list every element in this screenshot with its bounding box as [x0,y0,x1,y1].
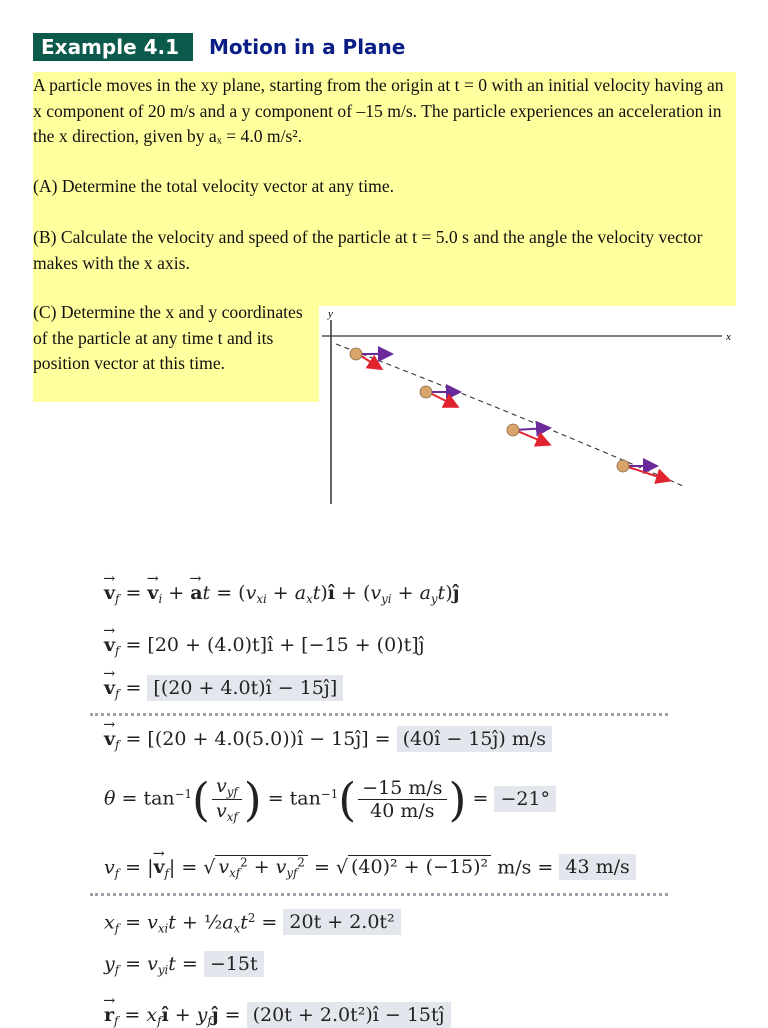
particle-4 [617,460,668,480]
equation-theta: $\theta = \tan^{-1}$( $\frac{v_{yf}}{v_{xf}}$ ) = $\tan^{-1}$( $\frac{-15 m/s}{40 m/s}$ ) = −21° [104,775,556,824]
equation-3: → $v_f = [(20$ + 4.0t)î − 15ĵ] [104,677,343,701]
equation-xf: $x_f = v_{xi}t$ + $\frac{1}{2}a_xt^2 = 20t + 2.0t^2$ [104,911,401,936]
equation-speed: $v_f$ = |→ $v_f|$ = √ $v_{xf}^2 + v_{yf}^2$ = √ (40)² + (−15)² m/s = 43 m/s [104,856,636,881]
example-title: Motion in a Plane [209,35,406,59]
particle-1 [350,348,390,368]
particle-3 [507,424,548,444]
eq2-mid: [20 + (4.0)t]î + [−15 + (0)t]ĵ [147,634,425,656]
equation-2: → $v_f = [20$ + (4.0)t]î + [−15 + (0)t]ĵ [104,634,425,658]
equation-1: → $v_f$ = → $v_i$ + → at = ($v_{xi}$ + $a_xt)î + (v_{yi}$ + $a_yt)ĵ$ [104,582,459,606]
rf-result-box: (20t + 2.0t²)î − 15tĵ [247,1002,451,1028]
part-a-text: (A) Determine the total velocity vector at any time. [33,176,395,196]
theta-numerator: −15 m/s [358,777,446,800]
trajectory-path [336,344,683,486]
x-axis-label: x [726,331,731,343]
equation-yf: $y_f = v_{yi}t = -15t$ [104,953,264,977]
theta-result-box: −21° [494,786,556,812]
y-axis-label: y [328,308,333,320]
eq4-result-box: (40î − 15ĵ) m/s [397,726,552,752]
speed-unit: m/s = [497,856,554,879]
example-label: Example 4.1 [33,33,193,61]
speed-result-box: 43 m/s [559,854,635,880]
example-header [33,33,405,61]
yf-result-box: −15t [204,951,264,977]
speed-radicand: (40)² + (−15)² [348,855,491,878]
trajectory-figure [318,304,738,510]
theta-denominator: 40 m/s [370,800,435,823]
equation-rf: → $r_f$ = $x_fî$ + $y_fĵ = (20t$ + 2.0t²)î − 15tĵ [104,1004,451,1028]
eq3-result-box: [(20 + 4.0t)î − 15ĵ] [147,675,343,701]
equation-4: → $v_f = [(20$ + 4.0(5.0))î − 15ĵ] = (40î − 15ĵ) m/s [104,728,552,752]
particle-2 [420,386,458,406]
xf-result-box: 20t + 2.0t² [283,909,400,935]
part-c-text: (C) Determine the x and y coordinates of the particle at any time t and its position vector at this time. [33,302,303,373]
divider-2 [90,893,668,896]
divider-1 [90,713,668,716]
eq4-mid: [(20 + 4.0(5.0))î − 15ĵ] = [147,728,391,750]
part-b-text: (B) Calculate the velocity and speed of the particle at t = 5.0 s and the angle the velocity vector makes with the x axis. [33,227,703,273]
problem-intro: A particle moves in the xy plane, starting from the origin at t = 0 with an initial velocity having an x component of 20 m/s and a y component of –15 m/s. The particle experiences an acceleration in the x direction, given by aₓ = 4.0 m/s². [33,75,724,146]
